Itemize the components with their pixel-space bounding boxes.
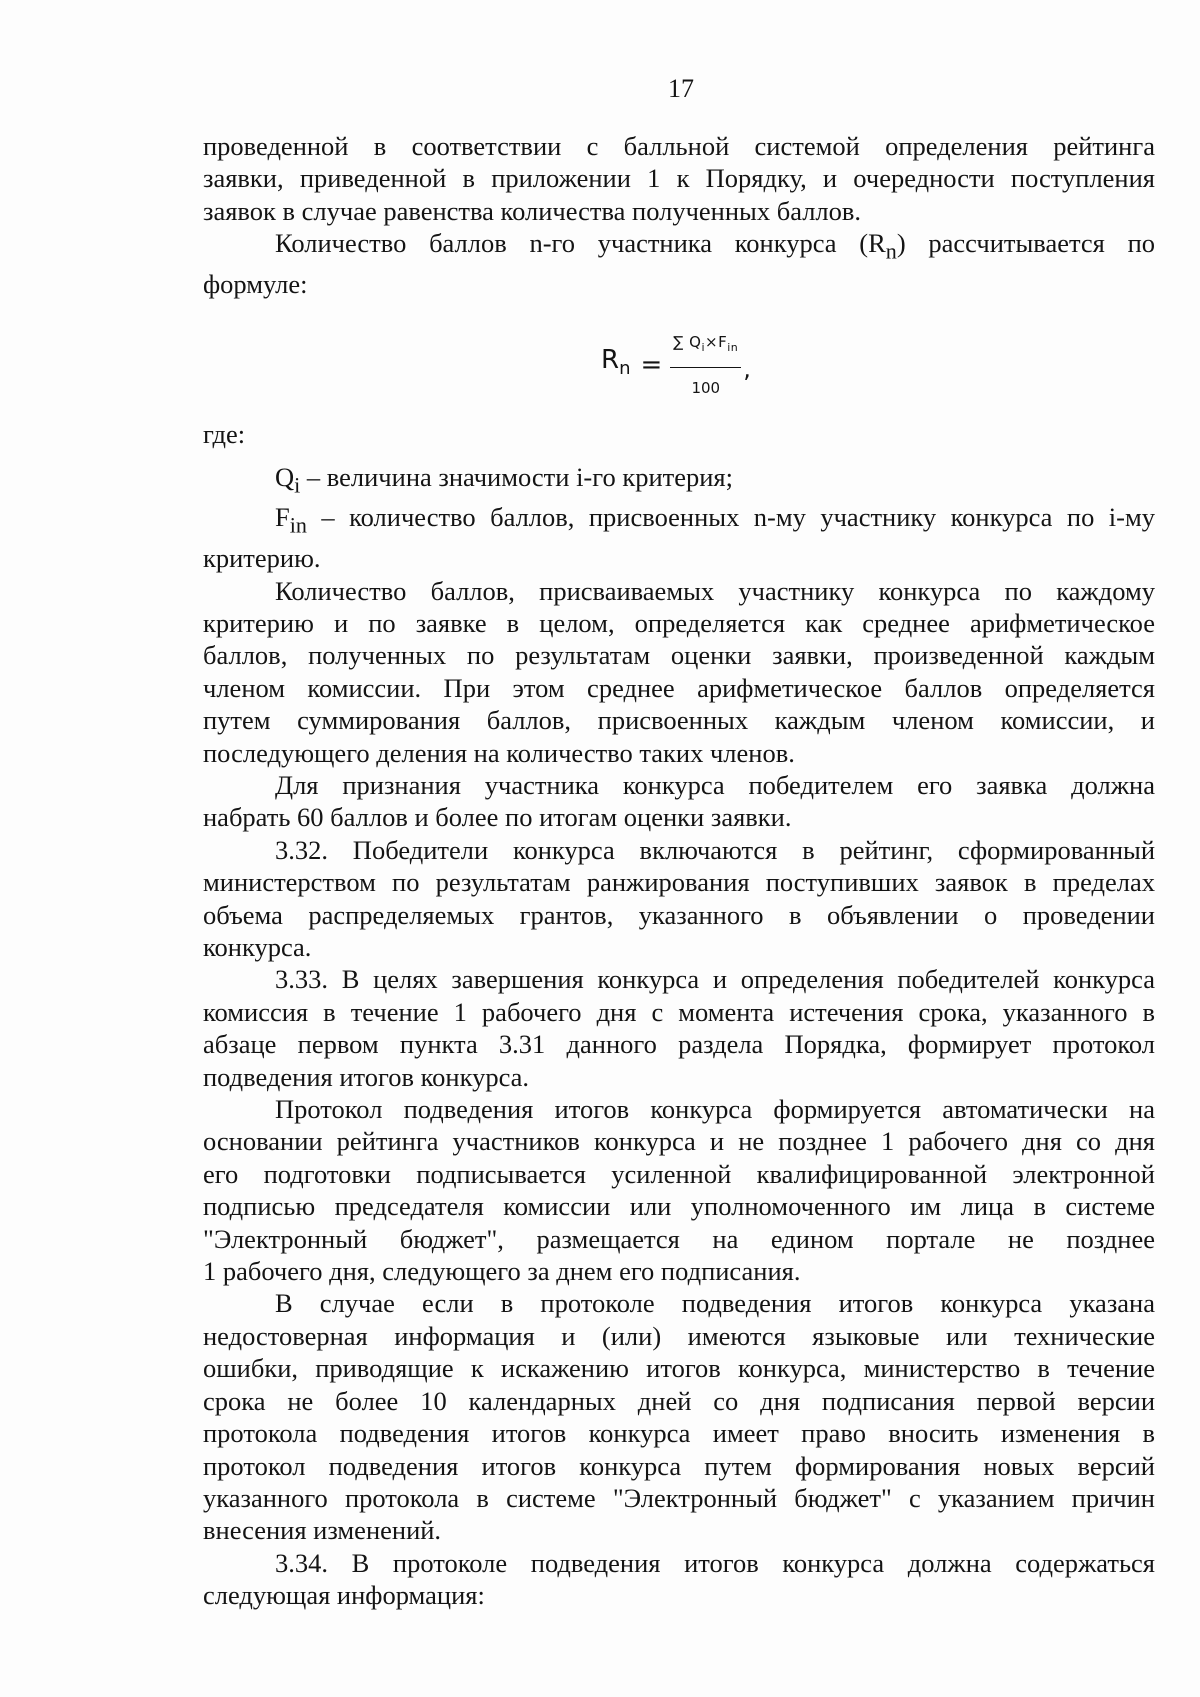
paragraph-3-32 (203, 834, 1155, 964)
symbol-q: Q (275, 461, 295, 492)
paragraph-score-formula-intro (203, 227, 1155, 300)
paragraph-protocol-signing (203, 1093, 1155, 1287)
page-number: 17 (668, 74, 694, 103)
text-line: критерию. (203, 543, 321, 574)
text-line (203, 227, 1155, 268)
text-line: объема распределяемых грантов, указанного в объявлении о проведении (203, 899, 1155, 930)
paragraph-continuation (203, 130, 1155, 227)
definition-text: – величина значимости i-го критерия; (300, 461, 733, 492)
text-line: основании рейтинга участников конкурса и не позднее 1 рабочего дня со дня (203, 1126, 1155, 1157)
text-line: заявок в случае равенства количества полученных баллов. (203, 195, 862, 226)
text-line: набрать 60 баллов и более по итогам оценки заявки. (203, 802, 792, 833)
paragraph-protocol-corrections (203, 1287, 1155, 1546)
text-line: проведенной в соответствии с балльной системой определения рейтинга (203, 131, 1155, 161)
definition-text: – количество баллов, присвоенных n-му участнику конкурса по i-му (306, 502, 1155, 533)
text-line: ошибки, приводящие к искажению итогов конкурса, министерство в течение (203, 1353, 1155, 1384)
subscript-in: in (289, 512, 307, 538)
text-line: 3.34. В протоколе подведения итогов конкурса должна содержаться (275, 1547, 1155, 1578)
formula-symbol-r: R (601, 345, 620, 376)
formula-fraction (670, 326, 741, 404)
definition-q (203, 461, 1155, 502)
text-line (203, 501, 1155, 542)
formula-comma: , (743, 355, 751, 384)
text-line: абзаце первом пункта 3.31 данного раздела Порядка, формирует протокол (203, 1029, 1155, 1060)
text-line: Для признания участника конкурса победителем его заявка должна (275, 769, 1155, 800)
text-line: протокола подведения итогов конкурса имеет право вносить изменения в (203, 1418, 1155, 1449)
text-span: Количество баллов n-го участника конкурса (R (275, 228, 886, 259)
text-line: конкурса. (203, 932, 312, 963)
text-line: протокол подведения итогов конкурса путем формирования новых версий (203, 1450, 1155, 1481)
formula-block (203, 300, 1155, 418)
text-line: 3.33. В целях завершения конкурса и определения победителей конкурса (275, 964, 1155, 995)
formula-lhs (601, 344, 631, 386)
text-line: критерию и по заявке в целом, определяется как среднее арифметическое (203, 607, 1155, 638)
paragraph-3-33 (203, 963, 1155, 1093)
text-line: Количество баллов, присваиваемых участнику конкурса по каждому (275, 575, 1155, 606)
text-line: министерством по результатам ранжирования поступивших заявок в пределах (203, 867, 1155, 898)
text-line: "Электронный бюджет", размещается на едином портале не позднее (203, 1223, 1155, 1254)
text-line: формуле: (203, 268, 308, 299)
text-line: 1 рабочего дня, следующего за днем его подписания. (203, 1256, 801, 1287)
text-line: внесения изменений. (203, 1515, 442, 1546)
numerator-times-f: ×F (705, 333, 728, 352)
text-line: срока не более 10 календарных дней со дня подписания первой версии (203, 1385, 1155, 1416)
text-line: путем суммирования баллов, присвоенных каждым членом комиссии, и (203, 705, 1155, 736)
formula-denominator: 100 (691, 378, 721, 397)
text-line: заявки, приведенной в приложении 1 к Порядку, и очередности поступления (203, 163, 1155, 194)
paragraph-winner-threshold (203, 769, 1155, 834)
text-span: ) рассчитывается по (896, 228, 1155, 259)
paragraph-3-34 (203, 1547, 1155, 1612)
formula-numerator (670, 326, 741, 367)
text-line: указанного протокола в системе "Электронный бюджет" с указанием причин (203, 1482, 1155, 1513)
formula-equals: = (640, 350, 663, 381)
text-line: 3.32. Победители конкурса включаются в рейтинг, сформированный (275, 834, 1155, 865)
text-line: подписью председателя комиссии или уполномоченного им лица в системе (203, 1191, 1155, 1222)
paragraph-score-averaging (203, 575, 1155, 769)
numerator-subscript-in: in (727, 341, 739, 355)
formula (601, 326, 751, 404)
text-line: недостоверная информация и (или) имеются языковые или технические (203, 1320, 1155, 1351)
text-line: членом комиссии. При этом среднее арифметическое баллов определяется (203, 672, 1155, 703)
formula-subscript-n: n (619, 358, 631, 380)
text-line: следующая информация: (203, 1580, 485, 1611)
numerator-sum-q: ∑ Q (673, 333, 702, 352)
text-line: Протокол подведения итогов конкурса формируется автоматически на (275, 1094, 1155, 1125)
text-line: его подготовки подписывается усиленной квалифицированной электронной (203, 1158, 1155, 1189)
where-label: где: (203, 419, 246, 450)
subscript-n: n (885, 238, 897, 264)
symbol-f: F (275, 502, 290, 533)
document-body (203, 130, 1155, 1612)
text-line: В случае если в протоколе подведения итогов конкурса указана (275, 1288, 1155, 1319)
text-line: баллов, полученных по результатам оценки заявки, произведенной каждым (203, 640, 1155, 671)
subscript-i: i (294, 472, 301, 498)
definition-f (203, 501, 1155, 574)
text-line: подведения итогов конкурса. (203, 1061, 530, 1092)
text-line: комиссия в течение 1 рабочего дня с момента истечения срока, указанного в (203, 996, 1155, 1027)
numerator-subscript-i: i (701, 341, 706, 355)
text-line: последующего деления на количество таких членов. (203, 737, 795, 768)
